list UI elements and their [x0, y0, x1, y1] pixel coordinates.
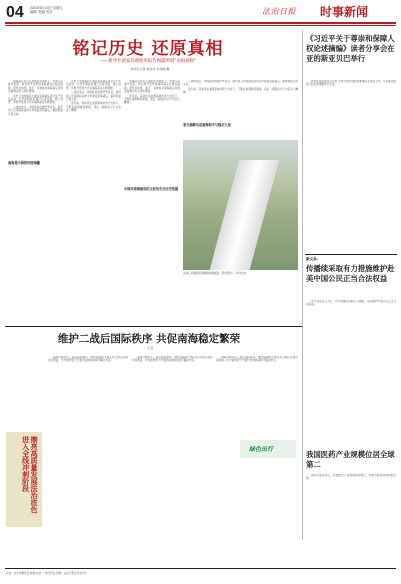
photo-caption: 这是仁爱礁附近海域的航拍画面（资料照片）。新华社发	[183, 272, 247, 275]
right-headline: 《习近平关于尊崇和保障人权论述摘编》读者分享会在亚的斯亚贝巴举行	[306, 34, 395, 63]
main-byline: 新华社记者 黄永洋 刘伟刚 摄	[130, 67, 170, 71]
main-subheadline: ——新华社国家高端智库报告揭露所谓“南海真相”	[99, 59, 197, 64]
paragraph: 近年来，菲律宾在美国等域外势力支持下，不断在南海制造事端，违反《南海各方行为宣言》精神。	[183, 87, 298, 95]
footer-rule	[5, 568, 396, 569]
commentary-headline: 传播续采取有力措施维护赴美中国公民正当合法权益	[306, 264, 395, 283]
header-rule-thin	[5, 25, 396, 26]
paragraph: 南海诸岛自古以来就是中国领土。中国人民最早发现、命名和开发利用南海诸岛及相关海域，最早并持续、和平、有效地对南海诸岛及相关海域行使主权和管辖。	[8, 80, 63, 94]
news-photo	[183, 140, 298, 270]
paragraph: 二战结束后，中国政府依据开罗宣言、波茨坦公告等国际法律文件收复南海诸岛，重新恢复行使主权。	[66, 91, 121, 102]
paragraph: 历史上中国渔民长期在南海诸岛进行生产生活活动，历代中国政府通过行政设置、海上巡逻、资源开发等方式对南海诸岛实施管辖。	[66, 80, 121, 90]
lower-column-1	[48, 356, 128, 562]
column-divider	[302, 30, 303, 540]
paragraph: 新华社亚的斯亚贝巴电 分享会由中国驻埃塞俄比亚使馆主办，与会嘉宾围绕人权发展道路进行交流。	[306, 80, 396, 87]
footer-info: 社址：北京市朝阳区 邮编 电话 广告许可证 印刷：法治日报社印务中心	[6, 572, 88, 575]
page-number: 04	[6, 4, 24, 21]
date-line-1: 2024年8月23日 星期五	[30, 6, 63, 10]
lower-story-rule	[5, 326, 302, 327]
paragraph: 近年来，菲律宾在美国等域外势力支持下，不断在南海制造事端，违反《南海各方行为宣言》精神。	[66, 102, 121, 113]
masthead-logo: 法治日报	[262, 7, 296, 16]
section-subhead-1: 南海是中国的传统海疆	[8, 161, 40, 165]
paragraph: 南海问题涉及二战后国际秩序。维护南海和平稳定符合地区各国共同利益，中方始终致力于通过谈判协商和平解决争议。	[132, 356, 212, 363]
date-line-2: 编辑/ 美编/ 校对	[30, 10, 53, 14]
paragraph: 南海问题涉及二战后国际秩序。维护南海和平稳定符合地区各国共同利益，中方始终致力于通过谈判协商和平解决争议。	[216, 356, 298, 363]
paragraph: 外交部发言人表示，中方将继续采取有力措施，坚决维护中国公民正当合法权益。	[306, 300, 396, 307]
lower-column-2	[132, 356, 212, 562]
section-subhead-3: 菲方挑衅有违南海和平与稳定大局	[183, 123, 231, 127]
paragraph: 二战结束后，中国政府依据开罗宣言、波茨坦公告等国际法律文件收复南海诸岛，重新恢复行使主权。	[8, 105, 63, 116]
paragraph: 国家药监局表示，我国医药产业规模稳步增长，创新药研发取得积极进展。	[306, 474, 396, 481]
lower-byline: 王 坚	[146, 346, 154, 350]
paragraph: 二战结束后，中国政府依据开罗宣言、波茨坦公告等国际法律文件收复南海诸岛，重新恢复行使主权。	[183, 80, 298, 87]
paragraph: 南海问题涉及二战后国际秩序。维护南海和平稳定符合地区各国共同利益，中方始终致力于通过谈判协商和平解决争议。	[48, 356, 128, 363]
sidebar-headline: 擦亮高质量发展法治底色 进入全线冲刺阶段	[21, 436, 39, 513]
commentary-body	[306, 300, 396, 440]
article-column-4	[183, 80, 298, 136]
paragraph: 南海诸岛自古以来就是中国领土。中国人民最早发现、命名和开发利用南海诸岛及相关海域，最早并持续、和平、有效地对南海诸岛及相关海域行使主权和管辖。	[124, 80, 180, 94]
ad-text: 绿色出行	[249, 446, 274, 453]
commentary-tag: 新文品：	[306, 257, 321, 261]
bottom-right-body	[306, 474, 396, 564]
section-title: 时事新闻	[320, 5, 369, 19]
article-column-1	[8, 80, 63, 320]
paragraph: 近年来，菲律宾在美国等域外势力支持下，不断在南海制造事端，违反《南海各方行为宣言》精神。	[124, 94, 180, 105]
issue-date	[30, 6, 62, 14]
lower-headline: 维护二战后国际秩序 共促南海稳定繁荣	[57, 333, 241, 345]
paragraph: 历史上中国渔民长期在南海诸岛进行生产生活活动，历代中国政府通过行政设置、海上巡逻、资源开发等方式对南海诸岛实施管辖。	[8, 94, 63, 105]
page-header	[0, 0, 401, 26]
article-column-3	[124, 80, 180, 320]
header-rule	[5, 22, 396, 24]
lower-column-3	[216, 356, 298, 436]
bottom-right-headline: 我国医药产业规模位居全球第二	[306, 450, 395, 469]
right-article-body	[306, 80, 396, 248]
article-column-2	[66, 80, 121, 320]
section-subhead-2: 中国对南海诸岛的主权有充分历史依据	[124, 187, 179, 191]
main-headline: 铭记历史 还原真相	[72, 39, 224, 59]
photo-road	[207, 160, 279, 270]
